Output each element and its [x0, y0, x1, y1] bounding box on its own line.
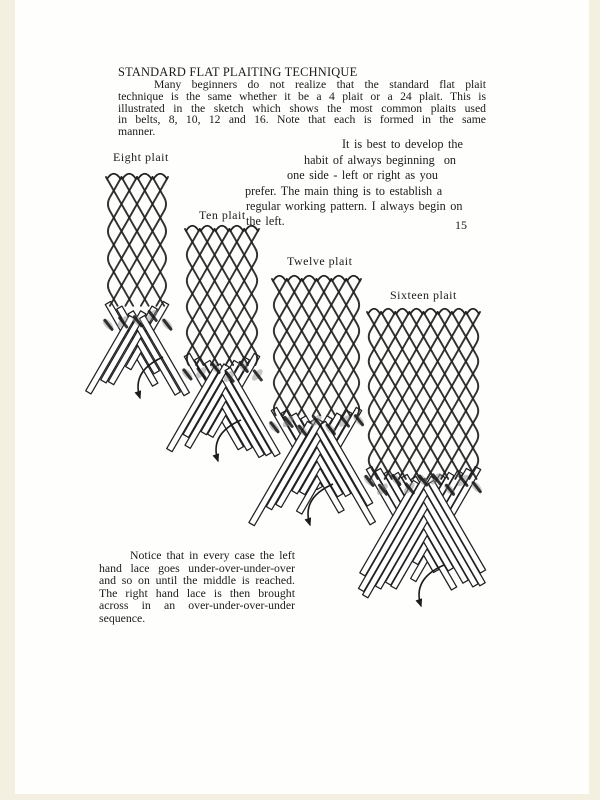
illustration-twelve-plait — [249, 276, 376, 526]
woven-body — [106, 174, 168, 306]
intro-line: technique is the same whether it be a 4 plait or a 24 plait. This is — [118, 89, 486, 103]
side-note-line: the left. — [246, 214, 285, 228]
page-number: 15 — [455, 218, 467, 232]
footer-paragraph — [99, 549, 295, 625]
plait-label-1: Eight plait — [113, 150, 169, 164]
side-note-line: regular working pattern. I always begin on — [246, 199, 463, 213]
illustration-eight-plait — [86, 174, 190, 398]
footer-line: hand lace goes under-over-under-over — [99, 560, 295, 575]
page-title: STANDARD FLAT PLAITING TECHNIQUE — [118, 65, 358, 79]
side-note-line: prefer. The main thing is to establish a — [245, 184, 443, 198]
loose-strands — [86, 301, 190, 395]
plait-label-3: Twelve plait — [287, 254, 353, 268]
plait-label-4: Sixteen plait — [390, 288, 457, 302]
footer-line: across in an over-under-over-under — [99, 598, 295, 613]
loose-strands — [249, 407, 376, 525]
woven-body — [367, 309, 480, 479]
plait-label-2: Ten plait — [199, 208, 246, 222]
intro-line: illustrated in the sketch which shows the most common plaits used — [118, 101, 486, 115]
footer-line: sequence. — [99, 610, 146, 625]
footer-line: The right hand lace is then brought — [99, 585, 295, 600]
woven-body — [185, 226, 259, 365]
intro-line: in belts, 8, 10, 12 and 16. Note that each is formed in the same — [118, 113, 486, 127]
intro-line: manner. — [118, 125, 156, 139]
illustration-ten-plait — [167, 226, 280, 461]
side-note-line: one side - left or right as you — [287, 168, 438, 182]
side-note-line: habit of always beginning on — [304, 153, 457, 167]
loose-strands — [359, 466, 486, 597]
footer-line: Notice that in every case the left — [130, 548, 295, 562]
illustration-sixteen-plait — [359, 309, 486, 606]
footer-line: and so on until the middle is reached. — [99, 573, 295, 588]
side-note-line: It is best to develop the — [342, 137, 463, 151]
woven-body — [272, 276, 361, 416]
intro-line: Many beginners do not realize that the standard flat plait — [154, 78, 486, 91]
loose-strands — [167, 353, 280, 457]
